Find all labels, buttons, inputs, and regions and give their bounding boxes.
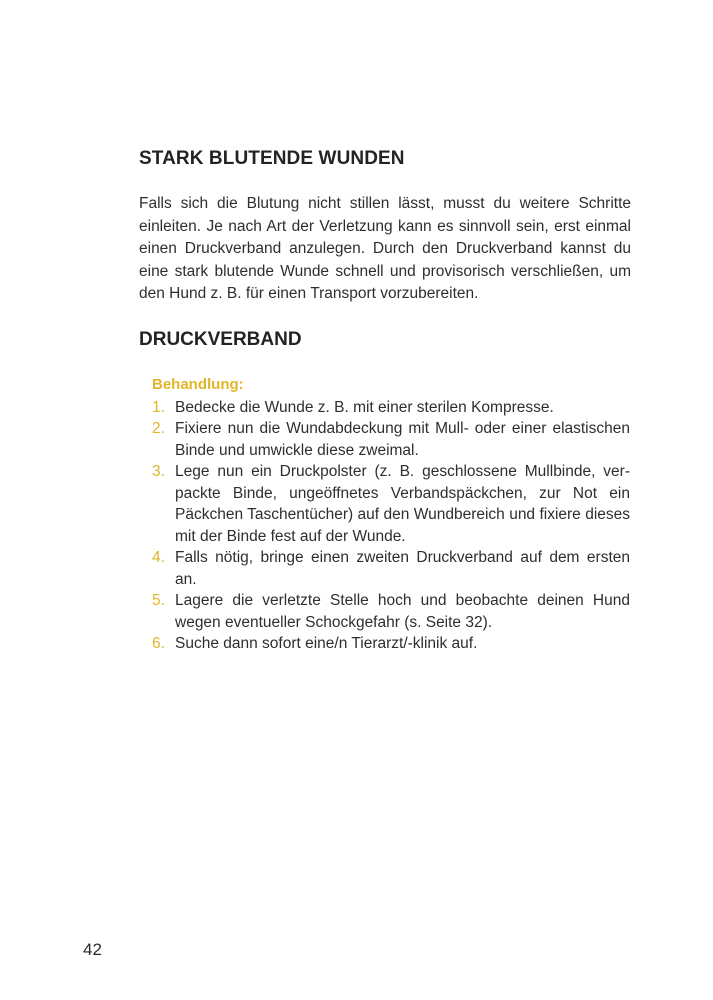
step-number: 4. — [152, 549, 165, 566]
step-number: 2. — [152, 420, 165, 437]
treatment-steps — [152, 374, 630, 655]
list-item — [152, 547, 630, 590]
step-text: Suche dann sofort eine/n Tierarzt/-klinik auf. — [175, 635, 478, 652]
step-number: 1. — [152, 398, 165, 416]
list-item — [152, 397, 630, 419]
step-text: Fixiere nun die Wundabdeckung mit Mull- oder einer elastischen Binde und umwickle diese zweimal. — [175, 420, 630, 459]
page-number: 42 — [83, 940, 102, 959]
step-text: Lege nun ein Druckpolster (z. B. geschlossene Mullbinde, verpackte Binde, ungeöffnetes Verbandspäckchen, zur Not ein Päckchen Taschentücher) auf den Wundbereich und fixiere dieses mit der Binde fest auf der Wunde. — [175, 463, 630, 545]
intro-paragraph: Falls sich die Blutung nicht stillen lässt, musst du weitere Schritte einleiten. Je nach Art der Verletzung kann es sinnvoll sein, erst einmal einen Druckverband anzulegen. Durch den Druckverband kannst du eine stark blutende Wunde schnell und provisorisch verschließen, um den Hund z. B. für einen Transport vorzubereiten. — [139, 195, 631, 303]
list-item — [152, 590, 630, 633]
section-heading-stark-blutende-wunden: STARK BLUTENDE WUNDEN — [139, 148, 405, 169]
step-number: 5. — [152, 592, 165, 609]
step-text: Lagere die verletzte Stelle hoch und beobachte deinen Hund wegen eventueller Schockgefahr (s. Seite 32). — [175, 592, 630, 631]
steps-list — [152, 397, 630, 655]
treatment-heading: Behandlung: — [152, 376, 244, 393]
step-text: Falls nötig, bringe einen zweiten Druckverband auf dem ersten an. — [175, 549, 630, 588]
section-heading-druckverband: DRUCKVERBAND — [139, 329, 302, 350]
list-item — [152, 418, 630, 461]
step-number: 6. — [152, 635, 165, 652]
step-text: Bedecke die Wunde z. B. mit einer sterilen Kompresse. — [175, 398, 554, 416]
list-item — [152, 461, 630, 547]
step-number: 3. — [152, 463, 165, 480]
list-item — [152, 633, 630, 655]
